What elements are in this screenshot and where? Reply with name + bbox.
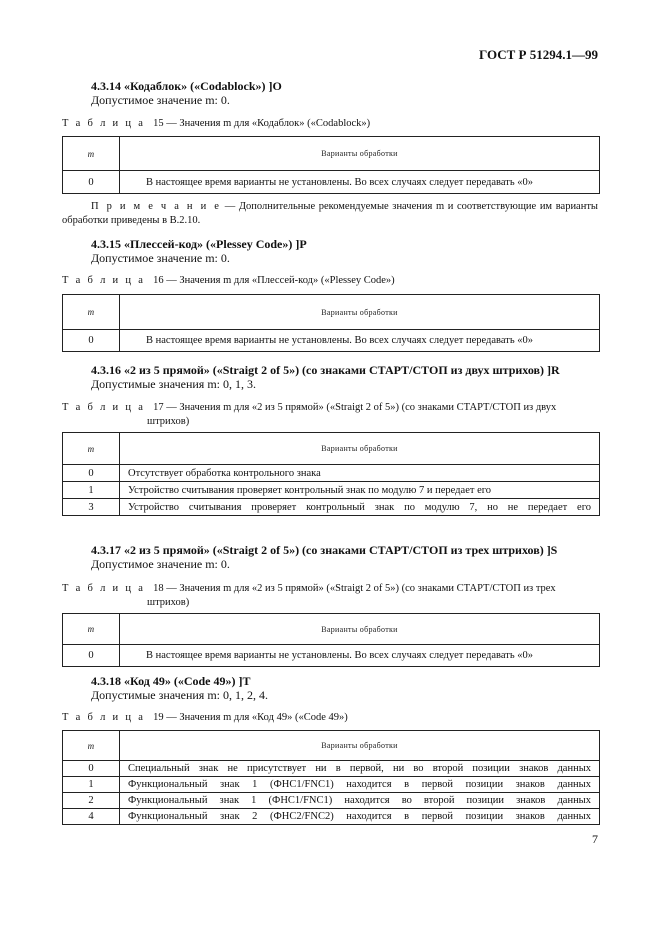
col-desc-header: Варианты обработки bbox=[120, 614, 600, 645]
cell-m: 0 bbox=[63, 171, 120, 194]
table-15 bbox=[62, 136, 600, 194]
table-caption bbox=[62, 274, 395, 288]
table-row bbox=[63, 761, 600, 777]
table-caption-label: Т а б л и ц а bbox=[62, 402, 146, 413]
section-title: 4.3.15 «Плессей-код» («Plessey Code») ]P bbox=[91, 237, 307, 251]
cell-desc: Отсутствует обработка контрольного знака bbox=[120, 465, 600, 482]
table-caption-text: 17 — Значения m для «2 из 5 прямой» («Straigt 2 of 5») (со знаками СТАРТ/СТОП из двух bbox=[153, 402, 557, 413]
section-subtitle: Допустимое значение m: 0. bbox=[91, 251, 230, 265]
table-caption-label: Т а б л и ц а bbox=[62, 118, 146, 129]
table-19 bbox=[62, 730, 600, 825]
section-title: 4.3.17 «2 из 5 прямой» («Straigt 2 of 5») (со знаками СТАРТ/СТОП из трех штрихов) ]S bbox=[91, 543, 558, 557]
cell-desc: В настоящее время варианты не установлены. Во всех случаях следует передавать «0» bbox=[120, 645, 600, 667]
document-id: ГОСТ Р 51294.1—99 bbox=[479, 47, 598, 62]
table-header-row bbox=[63, 137, 600, 171]
table-row bbox=[63, 645, 600, 667]
table-caption-continuation: штрихов) bbox=[147, 597, 190, 608]
table-caption-label: Т а б л и ц а bbox=[62, 583, 146, 594]
table-16 bbox=[62, 294, 600, 352]
table-header-row bbox=[63, 433, 600, 465]
page-number: 7 bbox=[592, 832, 598, 846]
table-header-row bbox=[63, 295, 600, 330]
section-title: 4.3.18 «Код 49» («Code 49») ]T bbox=[91, 674, 251, 688]
table-row bbox=[63, 465, 600, 482]
cell-desc: В настоящее время варианты не установлены. Во всех случаях следует передавать «0» bbox=[120, 330, 600, 352]
table-caption-text: 16 — Значения m для «Плессей-код» («Plessey Code») bbox=[153, 275, 395, 286]
note-text: — Дополнительные рекомендуемые значения m и соответствующие им варианты bbox=[224, 201, 598, 212]
col-desc-header: Варианты обработки bbox=[120, 731, 600, 761]
table-17 bbox=[62, 432, 600, 516]
table-caption bbox=[62, 582, 602, 610]
cell-m: 0 bbox=[63, 761, 120, 777]
table-18 bbox=[62, 613, 600, 667]
table-row bbox=[63, 809, 600, 825]
table-caption bbox=[62, 711, 348, 725]
cell-desc: Функциональный знак 2 (ФНС2/FNC2) находится в первой позиции знаков данных bbox=[120, 809, 600, 825]
table-caption-text: 19 — Значения m для «Код 49» («Code 49») bbox=[153, 712, 348, 723]
cell-m: 0 bbox=[63, 465, 120, 482]
section-subtitle: Допустимые значения m: 0, 1, 3. bbox=[91, 377, 256, 391]
cell-desc: Устройство считывания проверяет контрольный знак по модулю 7, но не передает его bbox=[120, 499, 600, 516]
col-m-header: m bbox=[63, 137, 120, 171]
note-continuation: обработки приведены в В.2.10. bbox=[62, 215, 201, 226]
table-caption-text: 15 — Значения m для «Кодаблок» («Codablock») bbox=[153, 118, 371, 129]
table-row bbox=[63, 482, 600, 499]
cell-m: 1 bbox=[63, 777, 120, 793]
table-row bbox=[63, 777, 600, 793]
table-caption bbox=[62, 401, 602, 429]
cell-desc: Функциональный знак 1 (ФНС1/FNC1) находится во второй позиции знаков данных bbox=[120, 793, 600, 809]
table-caption-label: Т а б л и ц а bbox=[62, 712, 146, 723]
section-subtitle: Допустимое значение m: 0. bbox=[91, 557, 230, 571]
table-row bbox=[63, 793, 600, 809]
col-m-header: m bbox=[63, 614, 120, 645]
table-caption bbox=[62, 117, 370, 131]
table-caption-text: 18 — Значения m для «2 из 5 прямой» («Straigt 2 of 5») (со знаками СТАРТ/СТОП из трех bbox=[153, 583, 556, 594]
note-label: П р и м е ч а н и е bbox=[91, 201, 222, 212]
table-caption-label: Т а б л и ц а bbox=[62, 275, 146, 286]
cell-m: 1 bbox=[63, 482, 120, 499]
col-m-header: m bbox=[63, 295, 120, 330]
col-m-header: m bbox=[63, 731, 120, 761]
col-desc-header: Варианты обработки bbox=[120, 137, 600, 171]
table-row bbox=[63, 499, 600, 516]
cell-m: 4 bbox=[63, 809, 120, 825]
table-row bbox=[63, 330, 600, 352]
cell-desc: В настоящее время варианты не установлены. Во всех случаях следует передавать «0» bbox=[120, 171, 600, 194]
col-desc-header: Варианты обработки bbox=[120, 433, 600, 465]
cell-m: 3 bbox=[63, 499, 120, 516]
col-desc-header: Варианты обработки bbox=[120, 295, 600, 330]
table-header-row bbox=[63, 731, 600, 761]
section-title: 4.3.16 «2 из 5 прямой» («Straigt 2 of 5») (со знаками СТАРТ/СТОП из двух штрихов) ]R bbox=[91, 363, 560, 377]
cell-m: 0 bbox=[63, 645, 120, 667]
table-caption-continuation: штрихов) bbox=[147, 416, 190, 427]
section-title: 4.3.14 «Кодаблок» («Codablock») ]O bbox=[91, 79, 282, 93]
cell-m: 2 bbox=[63, 793, 120, 809]
cell-desc: Функциональный знак 1 (ФНС1/FNC1) находится в первой позиции знаков данных bbox=[120, 777, 600, 793]
col-m-header: m bbox=[63, 433, 120, 465]
section-subtitle: Допустимое значение m: 0. bbox=[91, 93, 230, 107]
cell-desc: Специальный знак не присутствует ни в первой, ни во второй позиции знаков данных bbox=[120, 761, 600, 777]
cell-m: 0 bbox=[63, 330, 120, 352]
cell-desc: Устройство считывания проверяет контрольный знак по модулю 7 и передает его bbox=[120, 482, 600, 499]
section-subtitle: Допустимые значения m: 0, 1, 2, 4. bbox=[91, 688, 268, 702]
table-row bbox=[63, 171, 600, 194]
table-header-row bbox=[63, 614, 600, 645]
note bbox=[91, 200, 598, 214]
